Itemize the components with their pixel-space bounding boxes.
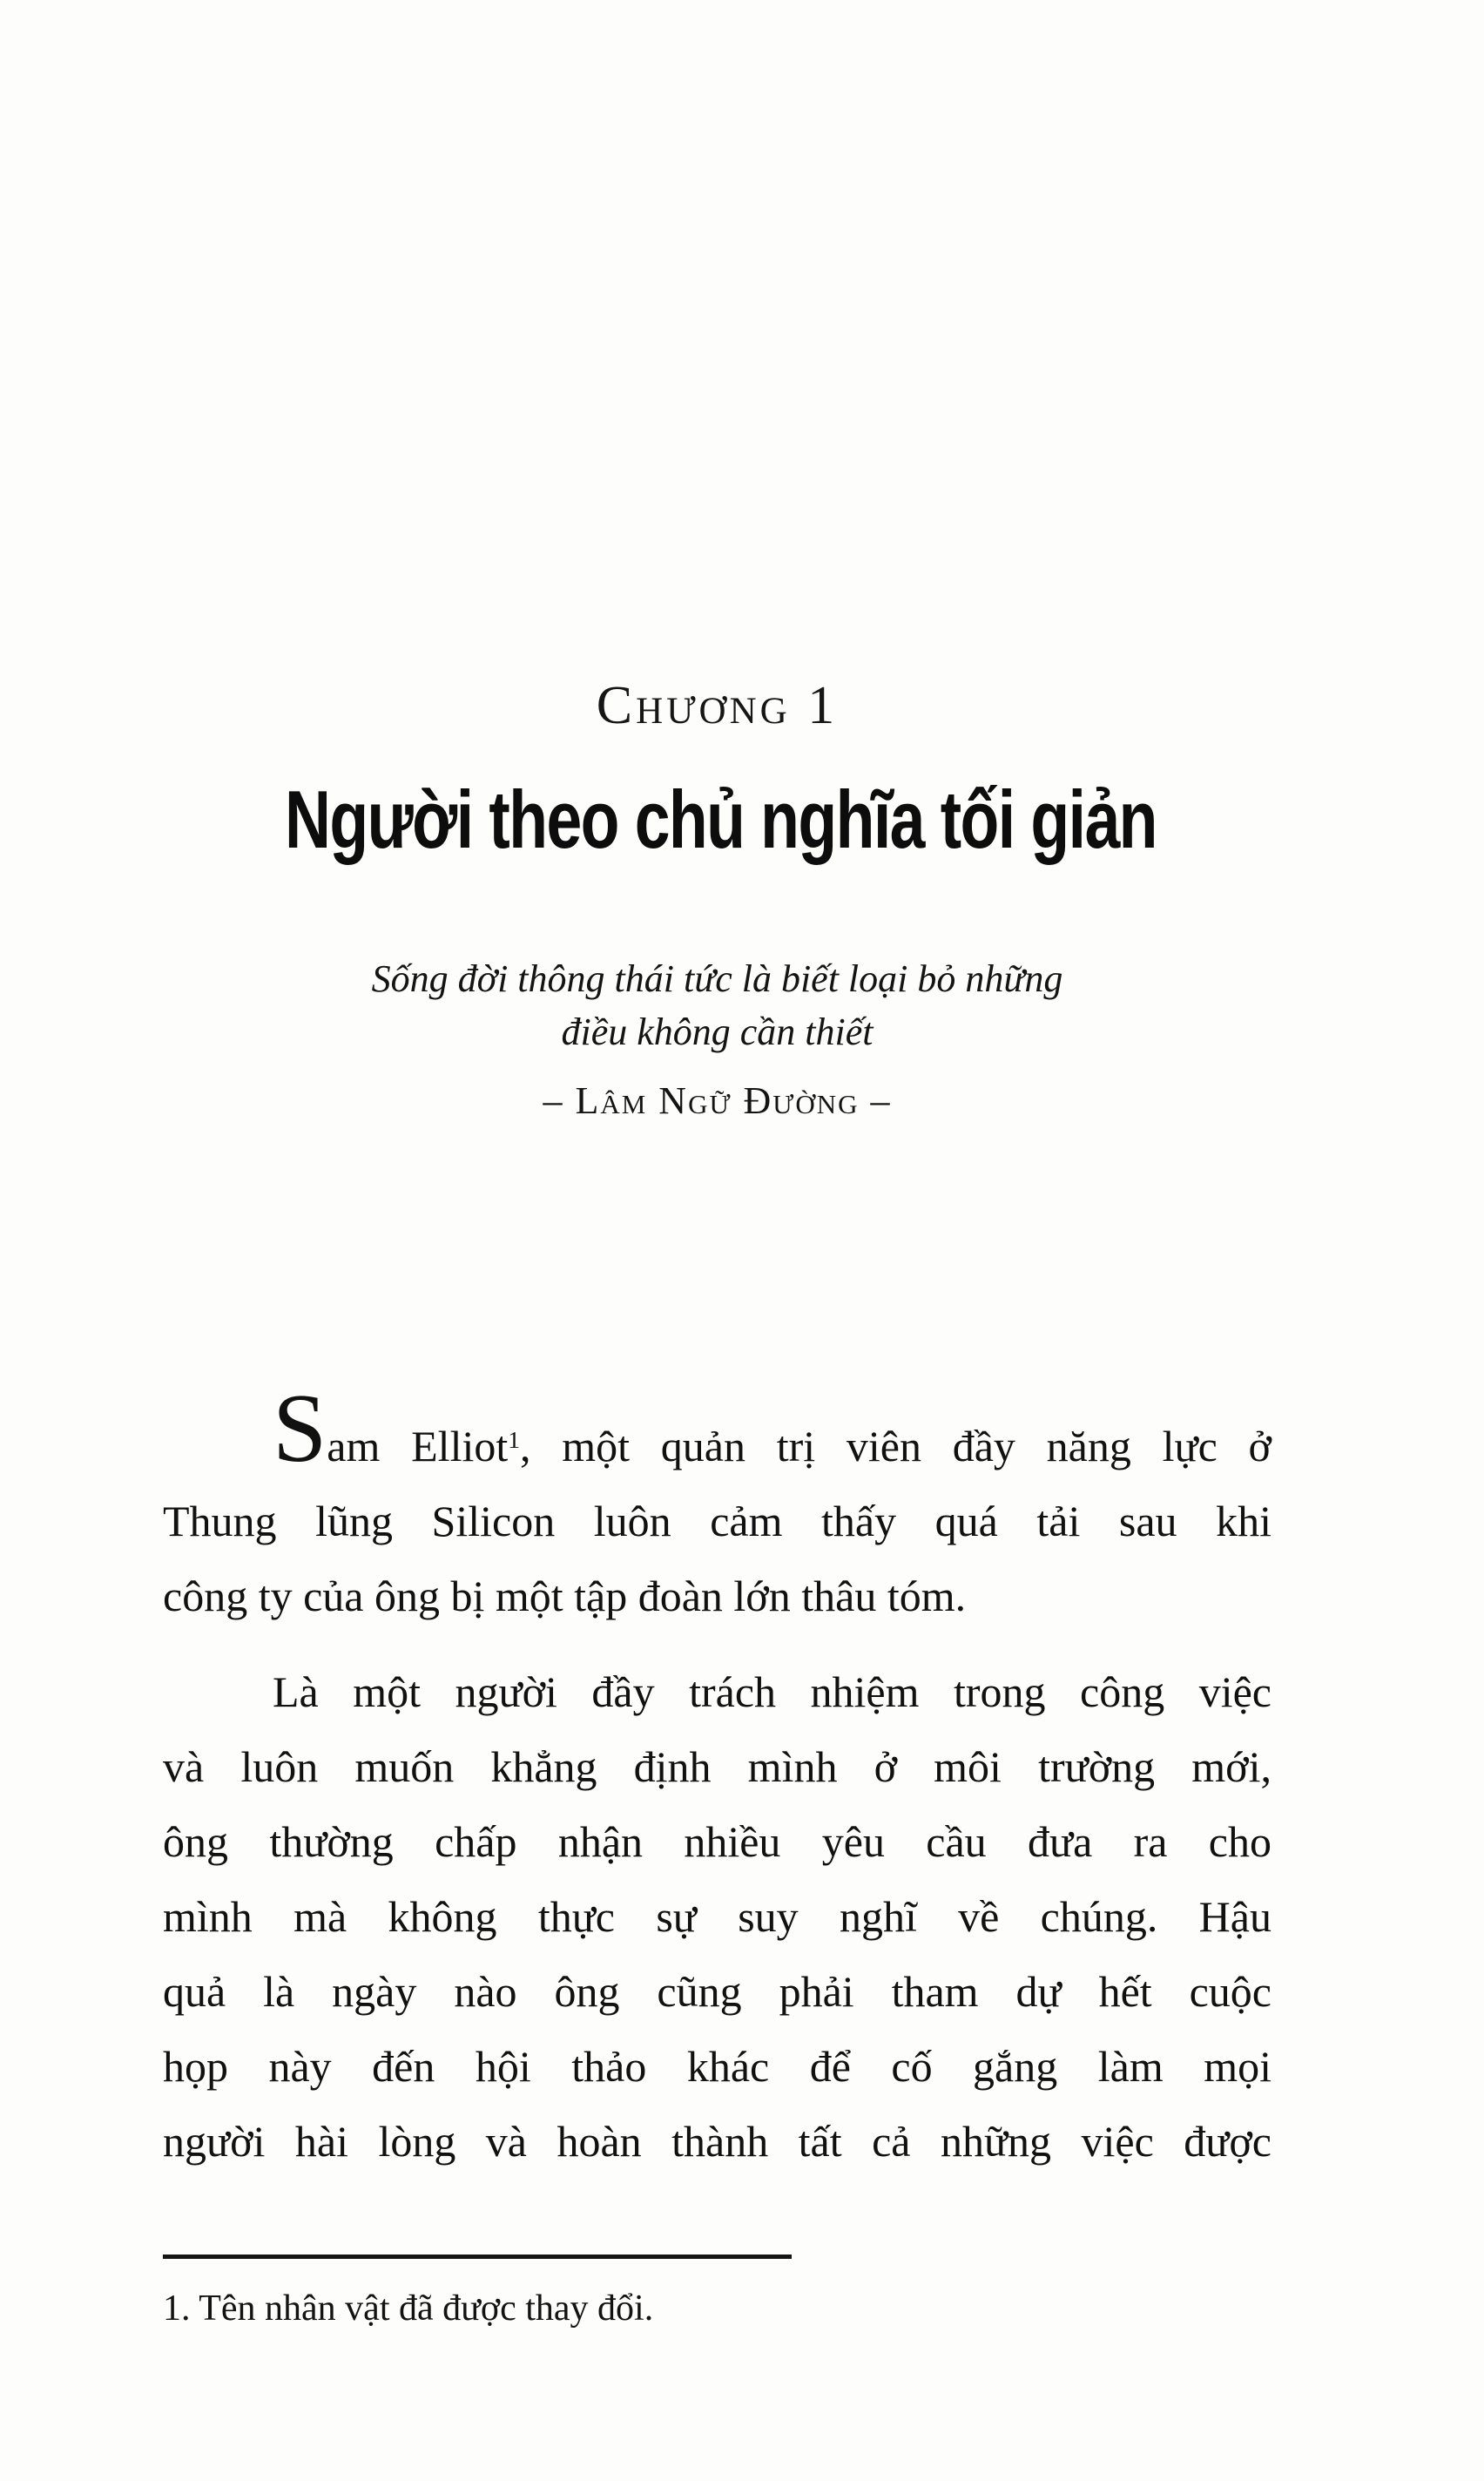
epigraph-line: điều không cần thiết (561, 1011, 874, 1053)
body-text (163, 1375, 1272, 2179)
body-line: người hài lòng và hoàn thành tất cả những việc được (163, 2117, 1272, 2166)
footnote-reference: 1 (508, 1425, 520, 1453)
body-line-text: am Elliot (327, 1422, 509, 1470)
paragraph-1 (163, 1375, 1272, 1633)
drop-cap-initial: S (273, 1375, 327, 1483)
epigraph (163, 952, 1272, 1058)
footnote-divider (163, 2255, 792, 2259)
paragraph-2 (163, 1654, 1272, 2179)
footnote-text: 1. Tên nhân vật đã được thay đổi. (163, 2288, 654, 2329)
epigraph-line: Sống đời thông thái tức là biết loại bỏ những (371, 957, 1063, 1000)
body-line: quả là ngày nào ông cũng phải tham dự hết cuộc (163, 1967, 1272, 2016)
epigraph-attribution: – Lâm Ngữ Đường – (543, 1079, 892, 1122)
body-line: và luôn muốn khẳng định mình ở môi trường mới, (163, 1742, 1272, 1791)
footnote (163, 2284, 1121, 2333)
chapter-label: Chương 1 (596, 676, 839, 735)
body-line: họp này đến hội thảo khác để cố gắng làm mọi (163, 2042, 1272, 2091)
chapter-title: Người theo chủ nghĩa tối giản (285, 774, 1157, 865)
body-line: Thung lũng Silicon luôn cảm thấy quá tải sau khi (163, 1497, 1272, 1545)
body-line: công ty của ông bị một tập đoàn lớn thâu tóm. (163, 1572, 967, 1620)
body-line: ông thường chấp nhận nhiều yêu cầu đưa ra cho (163, 1817, 1272, 1866)
body-line (163, 1375, 1272, 1484)
body-line-text: , một quản trị viên đầy năng lực ở (520, 1422, 1272, 1470)
body-line: Là một người đầy trách nhiệm trong công việc (273, 1667, 1272, 1716)
body-line: mình mà không thực sự suy nghĩ về chúng. Hậu (163, 1892, 1272, 1941)
